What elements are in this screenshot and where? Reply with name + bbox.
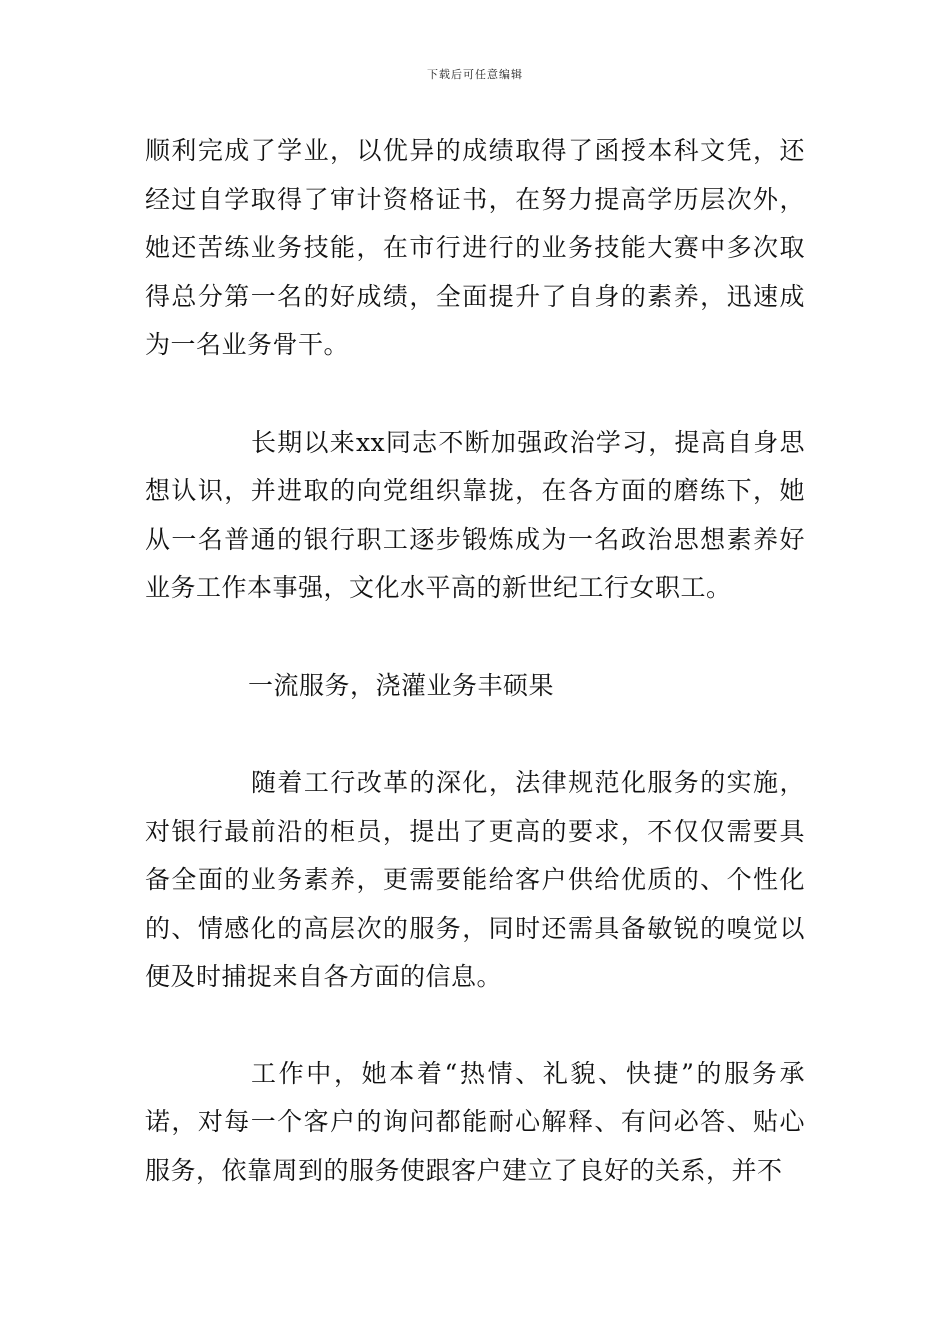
paragraph-spacer (145, 370, 805, 419)
paragraph-service-reform: 随着工行改革的深化，法律规范化服务的实施，对银行最前沿的柜员，提出了更高的要求，不仅仅需要具备全面的业务素养，更需要能给客户供给优质的、个性化的、情感化的高层次的服务，同时还需具备敏锐的嗅觉以便及时捕捉来自各方面的信息。 (145, 768, 805, 991)
paragraph-spacer (145, 1002, 805, 1050)
paragraph-continuation: 顺利完成了学业，以优异的成绩取得了函授本科文凭，还经过自学取得了审计资格证书，在努力提高学历层次外，她还苦练业务技能，在市行进行的业务技能大赛中多次取得总分第一名的好成绩，全面提升了自身的素养，迅速成为一名业务骨干。 (145, 136, 805, 359)
page-header-note: 下载后可任意编辑 (427, 68, 523, 81)
document-body (145, 127, 805, 1195)
paragraph-service-commitment: 工作中，她本着“热情、礼貌、快捷”的服务承诺，对每一个客户的询问都能耐心解释、有问必答、贴心服务，依靠周到的服务使跟客户建立了良好的关系，并不 (145, 1058, 805, 1185)
paragraph-political-study: 长期以来xx同志不断加强政治学习，提高自身思想认识，并进取的向党组织靠拢，在各方面的磨练下，她从一名普通的银行职工逐步锻炼成为一名政治思想素养好业务工作本事强，文化水平高的新世纪工行女职工。 (145, 427, 805, 602)
section-heading: 一流服务，浇灌业务丰硕果 (248, 670, 555, 700)
paragraph-spacer (145, 710, 805, 759)
paragraph-spacer (145, 613, 805, 662)
